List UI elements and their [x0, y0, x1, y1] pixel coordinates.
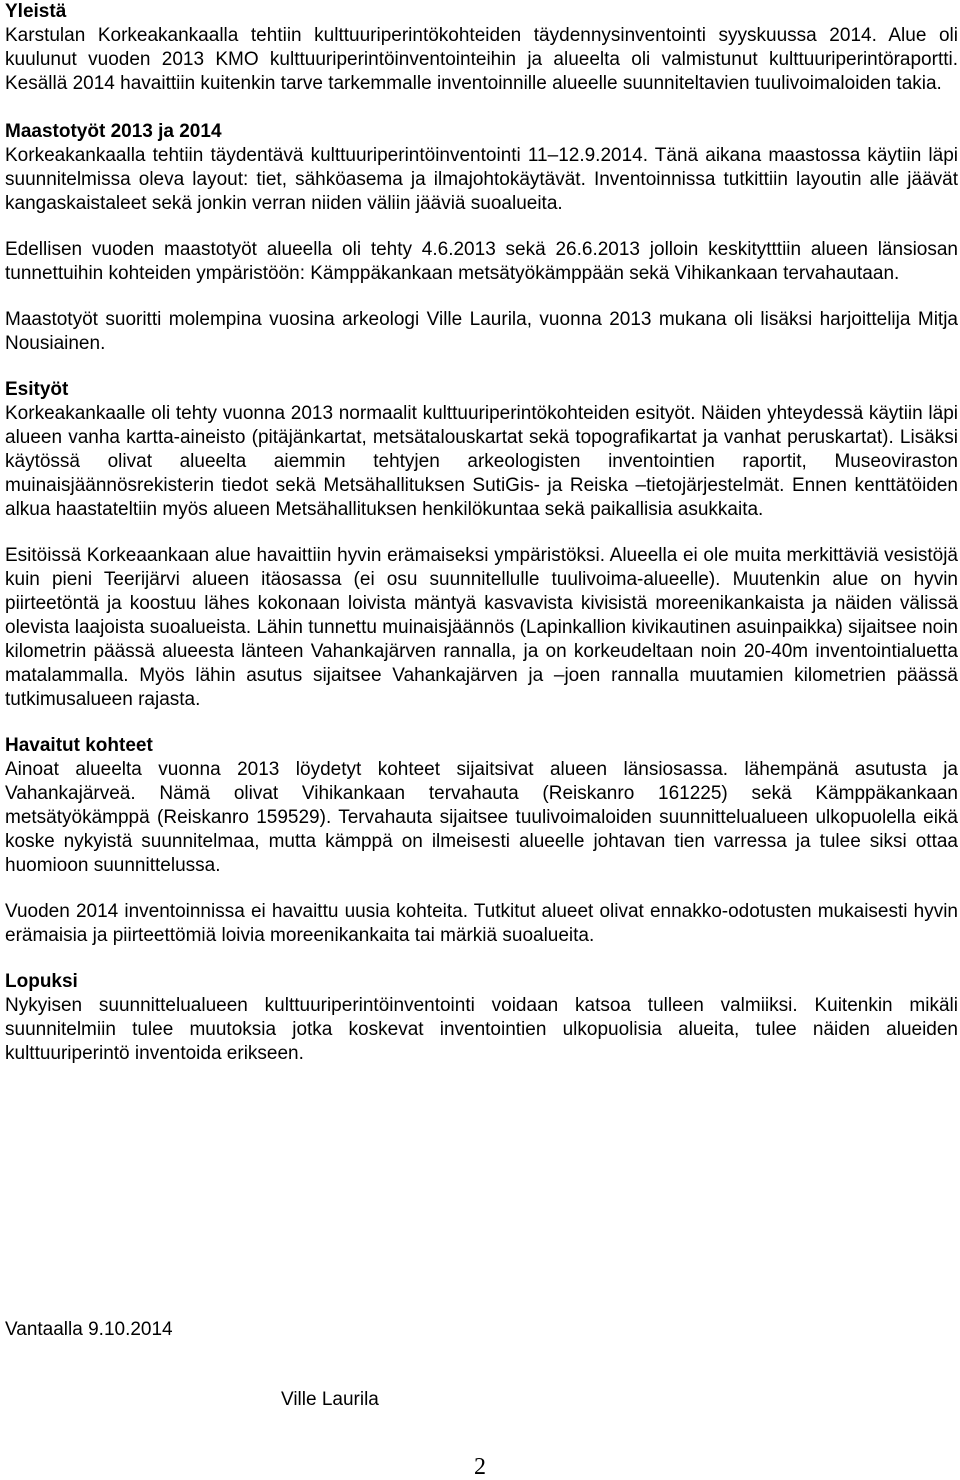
- section-heading-maastotyot: Maastotyöt 2013 ja 2014: [5, 121, 222, 142]
- page-number: 2: [474, 1454, 486, 1480]
- section-heading-havaitut-kohteet: Havaitut kohteet: [5, 735, 153, 756]
- document-body: [5, 0, 958, 1066]
- esityot-paragraph-2: Esitöissä Korkeaankaan alue havaittiin hyvin erämaiseksi ympäristöksi. Alueella ei ole muita merkittäviä vesistöjä kuin pieni Teerijärvi alueen itäosassa (ei osu suunnitellulle tuulivoima-alueelle). Muutenkin alue on hyvin piirteetöntä ja koostuu lähes kokonaan loivista mäntyä kasvavista kivisistä moreenikankaista ja näiden välissä olevista laajoista suoalueista. Lähin tunnettu muinaisjäännös (Lapinkallion kivikautinen asuinpaikka) sijaitsee noin kilometrin päässä alueesta länteen Vahankajärven rannalla, ja on korkeudeltaan noin 20-40m inventointialuetta matalammalla. Myös lähin asutus sijaitsee Vahankajärven ja –joen rannalla muutamien kilometrien päässä tutkimusalueen rajasta.: [5, 545, 958, 710]
- maastotyot-paragraph-2: Edellisen vuoden maastotyöt alueella oli tehty 4.6.2013 sekä 26.6.2013 jolloin keskitytttiin alueen länsiosan tunnettuihin kohteiden ympäristöön: Kämppäkankaan metsätyökämppään sekä Vihikankaan tervahautaan.: [5, 239, 958, 284]
- signature-name: Ville Laurila: [281, 1389, 379, 1410]
- maastotyot-paragraph-1: Korkeakankaalla tehtiin täydentävä kulttuuriperintöinventointi 11–12.9.2014. Tänä aikana maastossa käytiin läpi suunnitelmissa oleva layout: tiet, sähköasema ja ilmajohtokäytävät. Inventoinnissa tutkittiin layoutin alle jäävät kangaskaistaleet sekä jonkin verran niiden väliin jääviä suoalueita.: [5, 145, 958, 214]
- lopuksi-paragraph-1: Nykyisen suunnittelualueen kulttuuriperintöinventointi voidaan katsoa tulleen valmiiksi. Kuitenkin mikäli suunnitelmiin tulee muutoksia jotka koskevat inventointien ulkopuolisia alueita, tulee näiden alueiden kulttuuriperintö inventoida erikseen.: [5, 995, 958, 1064]
- section-heading-esityot: Esityöt: [5, 379, 69, 400]
- section-heading-lopuksi: Lopuksi: [5, 971, 78, 992]
- signature-place-date: Vantaalla 9.10.2014: [5, 1319, 173, 1340]
- maastotyot-paragraph-3: Maastotyöt suoritti molempina vuosina arkeologi Ville Laurila, vuonna 2013 mukana oli lisäksi harjoittelija Mitja Nousiainen.: [5, 309, 958, 354]
- yleista-paragraph-1: Karstulan Korkeakankaalla tehtiin kulttuuriperintökohteiden täydennysinventointi syyskuussa 2014. Alue oli kuulunut vuoden 2013 KMO kulttuuriperintöinventointeihin ja alueelta oli valmistunut kulttuuriperintöraportti. Kesällä 2014 havaittiin kuitenkin tarve tarkemmalle inventoinnille alueelle suunniteltavien tuulivoimaloiden takia.: [5, 25, 958, 94]
- esityot-paragraph-1: Korkeakankaalle oli tehty vuonna 2013 normaalit kulttuuriperintökohteiden esityöt. Näiden yhteydessä käytiin läpi alueen vanha kartta-aineisto (pitäjänkartat, metsätalouskartat sekä topografikartat ja vanhat peruskartat). Lisäksi käytössä olivat alueelta aiemmin tehtyjen arkeologisten inventointien raportit, Museoviraston muinaisjäännösrekisterin tiedot sekä Metsähallituksen SutiGis- ja Reiska –tietojärjestelmät. Ennen kenttätöiden alkua haastateltiin myös alueen Metsähallituksen henkilökuntaa sekä paikallisia asukkaita.: [5, 403, 958, 520]
- section-heading-yleista: Yleistä: [5, 1, 67, 22]
- havaitut-paragraph-2: Vuoden 2014 inventoinnissa ei havaittu uusia kohteita. Tutkitut alueet olivat ennakko-odotusten mukaisesti hyvin erämaisia ja piirteettömiä loivia moreenikankaita tai märkiä suoalueita.: [5, 901, 958, 946]
- havaitut-paragraph-1: Ainoat alueelta vuonna 2013 löydetyt kohteet sijaitsivat alueen länsiosassa. lähempänä asutusta ja Vahankajärveä. Nämä olivat Vihikankaan tervahauta (Reiskanro 161225) sekä Kämppäkankaan metsätyökämppä (Reiskanro 159529). Tervahauta sijaitsee tuulivoimaloiden suunnittelualueen ulkopuolella eikä koske nykyistä suunnitelmaa, mutta kämppä on ilmeisesti alueelle johtavan tien varressa ja tulee siksi ottaa huomioon suunnittelussa.: [5, 759, 958, 876]
